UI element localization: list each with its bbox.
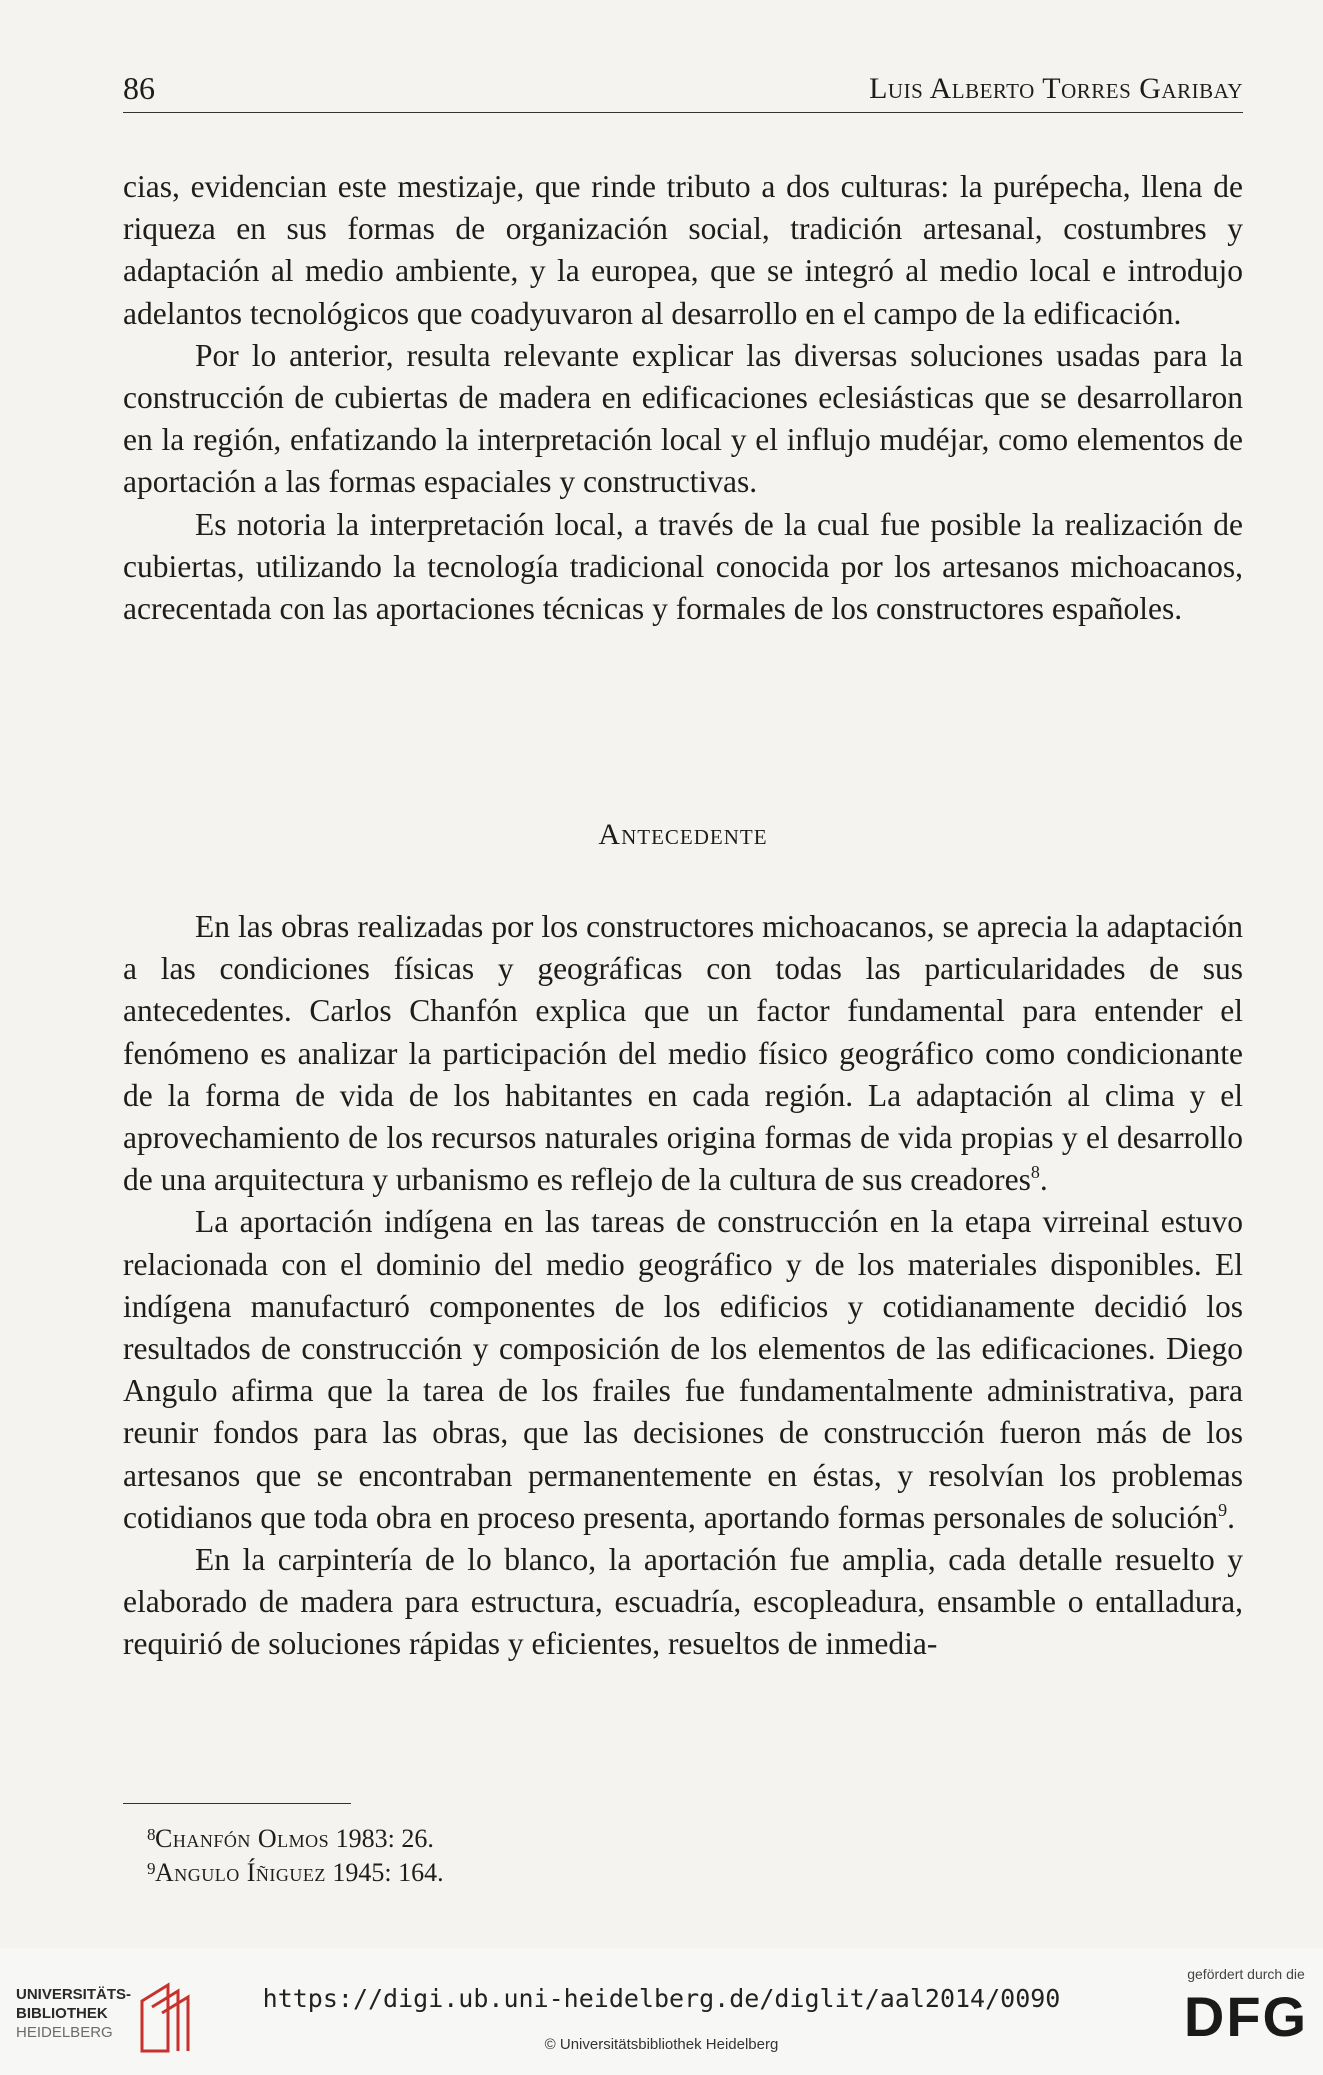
footnote-author: Chanfón Olmos xyxy=(155,1824,330,1853)
digitization-footer xyxy=(0,1948,1323,2075)
funding-label: gefördert durch die xyxy=(1187,1966,1305,1982)
footnote-reference[interactable]: 8 xyxy=(1030,1162,1040,1183)
paragraph-text: En las obras realizadas por los constructores michoacanos, se aprecia la adaptación a las condiciones físicas y geográficas con todas las particularidades de sus antecedentes. Carlos Chanfón explica que un factor fundamental para entender el fenómeno es analizar la participación del medio físico geográfico como condicionante de la forma de vida de los habitantes en cada región. La adaptación al clima y el aprovechamiento de los recursos naturales origina formas de vida propias y el desarrollo de una arquitectura y urbanismo es reflejo de la cultura de sus creadores xyxy=(123,909,1243,1198)
paragraph-text: La aportación indígena en las tareas de construcción en la etapa virreinal estuvo relacionada con el dominio del medio geográfico y de los materiales disponibles. El indígena manufacturó componentes de los edificios y cotidianamente decidió los resultados de construcción y composición de los elementos de las edificaciones. Diego Angulo afirma que la tarea de los frailes fue fundamentalmente administrativa, para reunir fondos para las obras, que las decisiones de construcción fueron más de los artesanos que se encontraban permanentemente en éstas, y resolvían los problemas cotidianos que toda obra en proceso presenta, aportando formas personales de solución xyxy=(123,1204,1243,1535)
section-heading: Antecedente xyxy=(598,818,768,851)
footnote-divider xyxy=(123,1803,351,1804)
footnote xyxy=(123,1822,1243,1856)
copyright-notice: © Universitätsbibliothek Heidelberg xyxy=(544,2036,779,2053)
footnote xyxy=(123,1856,1243,1890)
library-name-line: UNIVERSITÄTS- xyxy=(16,1986,132,2003)
paragraph xyxy=(123,1201,1243,1539)
paragraph: cias, evidencian este mestizaje, que rinde tributo a dos culturas: la purépecha, llena de riqueza en sus formas de organización social, tradición artesanal, costumbres y adaptación al medio ambiente, y la europea, que se integró al medio local e introdujo adelantos tecnológicos que coadyuvaron al desarrollo en el campo de la edificación. xyxy=(123,169,1243,331)
footnote-reference-text: 1945: 164. xyxy=(325,1858,444,1887)
footnote-reference-text: 1983: 26. xyxy=(329,1824,434,1853)
paragraph-end: . xyxy=(1039,1162,1048,1198)
footnote-mark: 9 xyxy=(147,1859,156,1878)
funder-name: DFG xyxy=(1183,1985,1309,2048)
page-number: 86 xyxy=(123,70,155,106)
body-text-main xyxy=(123,906,1243,1666)
paragraph: Por lo anterior, resulta relevante explicar las diversas soluciones usadas para la construcción de cubiertas de madera en edificaciones eclesiásticas que se desarrollaron en la región, enfatizando la interpretación local y el influjo mudéjar, como elementos de aportación a las formas espaciales y constructivas. xyxy=(123,337,1243,500)
paragraph xyxy=(123,906,1243,1201)
body-text-top xyxy=(123,166,1243,630)
library-name-line: HEIDELBERG xyxy=(16,2024,113,2041)
page-header xyxy=(123,66,1243,113)
paragraph: Es notoria la interpretación local, a través de la cual fue posible la realización de cubiertas, utilizando la tecnología tradicional conocida por los artesanos michoacanos, acrecentada con las aportaciones técnicas y formales de los constructores españoles. xyxy=(123,506,1243,627)
footnote-reference[interactable]: 9 xyxy=(1218,1499,1228,1520)
footnote-author: Angulo Íñiguez xyxy=(155,1858,326,1887)
running-head-author: Luis Alberto Torres Garibay xyxy=(869,72,1243,105)
paragraph-end: . xyxy=(1227,1499,1236,1535)
dfg-logo[interactable] xyxy=(1175,1958,1317,2068)
footnotes xyxy=(123,1822,1243,1890)
paragraph: En la carpintería de lo blanco, la aportación fue amplia, cada detalle resuelto y elaborado de madera para estructura, escuadría, escopleadura, ensamble o entalladura, requirió de soluciones rápidas y eficientes, resueltos de inmedia- xyxy=(123,1542,1243,1662)
permalink-url[interactable]: https://digi.ub.uni-heidelberg.de/diglit/aal2014/0090 xyxy=(262,1984,1061,2013)
library-name-line: BIBLIOTHEK xyxy=(16,2005,108,2022)
footnote-mark: 8 xyxy=(147,1825,156,1844)
